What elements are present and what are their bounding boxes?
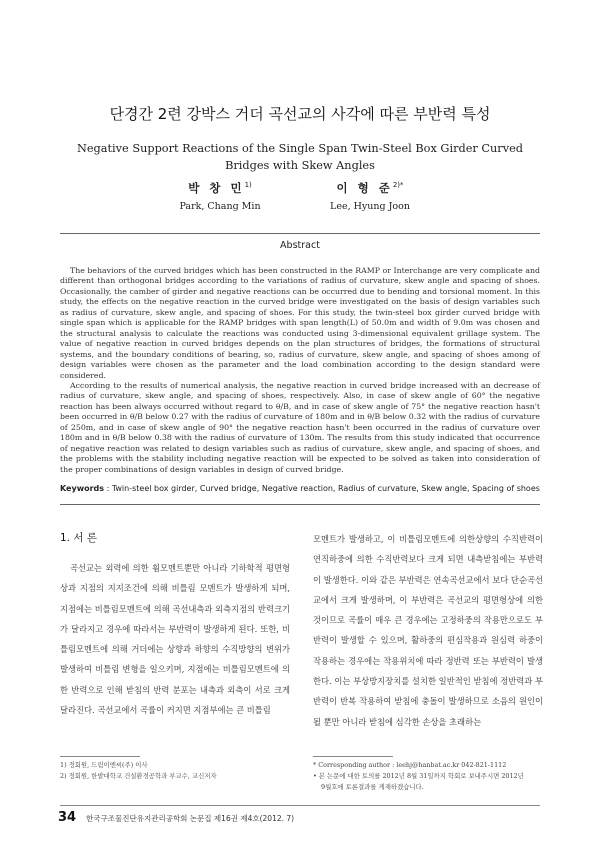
- abstract-heading: Abstract: [280, 240, 320, 251]
- abstract-paragraph-2: According to the results of numerical analysis, the negative reaction in curved bridge increased with an decrease of radius of curvature, skew angle, and spacing of shoes, respectively. Also, in case of skew angle of 60° the negative reaction has been always occurred without regard to θ/B, and in case of skew angle of 75° the negative reaction hasn't been occurred in θ/B below 0.27 with the radius of curvature of 180m and in θ/B below 0.32 with the radius of curvature of 250m, and in case of skew angle of 90° the negative reaction hasn't been occurred in the radius of curvature over 180m and in θ/B below 0.38 with the radius of curvature of 130m. The results from this study indicated that occurrence of negative reaction was related to design variables such as radius of curvature, skew angle, and spacing of shoes, and the problems with the stability including negative reaction will be expected to be solved as taken into consideration of the proper combinations of design variables in design of curved bridge.: [60, 380, 540, 474]
- body-column-right: [313, 529, 543, 732]
- section-heading-introduction: 1. 서 론: [60, 532, 97, 544]
- title-english: [60, 140, 540, 174]
- abstract-paragraph-1: The behaviors of the curved bridges which has been constructed in the RAMP or Interchange are very complicate and different than orthogonal bridges according to the variations of radius of curvature, skew angle and spacing of shoes. Occasionally, the camber of girder and negative reactions can be occurred due to bending and torsional moment. In this study, the effects on the negative reaction in the curved bridge were investigated on the basis of design variables such as radius of curvature, skew angle, and spacing of shoes. For this study, the twin-steel box girder curved bridge with single span which is applicable for the RAMP bridges with span length(L) of 50.0m and width of 9.0m was chosen and the structural analysis to calculate the reactions was conducted using 3-dimensional equivalent grillage system. The value of negative reaction in curved bridges depends on the plan structures of bridges, the formations of structural systems, and the boundary conditions of bearing, so, radius of curvature, skew angle, and spacing of shoes among of design variables were chosen as the parameter and the load combination according to the design standard were considered.: [60, 266, 540, 380]
- footer-rule: [60, 805, 540, 806]
- keywords-label: Keywords: [60, 484, 105, 493]
- footnote-author-2: 2) 정회원, 한밭대학교 건설환경공학과 부교수, 교신저자: [60, 772, 217, 780]
- author-1: [160, 180, 280, 212]
- author-1-affiliation-mark: 1): [244, 181, 252, 190]
- body-paragraph-right: 모멘트가 발생하고, 이 비틀림모멘트에 의한상향의 수직반력이 연직하중에 의한 수직반력보다 크게 되면 내측받침에는 부반력이 발생한다. 이와 같은 부반력은 연속곡선교에서 보다 단순곡선교에서 크게 발생하며, 이 부반력은 곡선교의 평면형상에 의한 것이므로 곡률이 매우 큰 경우에는 고정하중의 작용만으로도 부반력이 발생할 수 있으며, 활하중의 편심작용과 원심력 하중이 작용하는 경우에는 작용위치에 따라 정반력 또는 부반력이 발생한다. 이는 부상방지장치를 설치한 일반적인 받침에 정반력과 부반력이 반복 작용하여 받침에 충돌이 발생하므로 소음의 원인이 될 뿐만 아니라 받침에 심각한 손상을 초래하는: [313, 534, 543, 727]
- journal-citation: 한국구조물진단유지관리공학회 논문집 제16권 제4호(2012. 7): [86, 814, 295, 823]
- author-2: [310, 180, 430, 212]
- footnote-rule-left: [60, 756, 140, 757]
- keywords-text: : Twin-steel box girder, Curved bridge, Negative reaction, Radius of curvature, Skew angle, Spacing of shoes: [104, 484, 540, 493]
- title-korean: 단경간 2련 강박스 거더 곡선교의 사각에 따른 부반력 특성: [109, 105, 491, 123]
- author-2-name-en: Lee, Hyung Joon: [330, 201, 410, 212]
- body-paragraph-left: 곡선교는 외력에 의한 휨모멘트뿐만 아니라 기하학적 평면형상과 지점의 지지조건에 의해 비틀림 모멘트가 발생하게 되며, 지점에는 비틀림모멘트에 의해 곡선내측과 외측지점의 반력크기가 달라지고 경우에 따라서는 부반력이 발생하게 된다. 또한, 비틀림모멘트에 의해 거더에는 상향과 하향의 수직방향의 변위가 발생하여 비틀림 변형을 일으키며, 지점에는 비틀림모멘트에 의한 반력으로 인해 받침의 반력 분포는 내측과 외측이 서로 크게 달라진다. 곡선교에서 곡률이 커지면 지점부에는 큰 비틀림: [60, 563, 290, 716]
- page-number: 34: [58, 810, 77, 825]
- footnotes-right: [313, 760, 543, 793]
- abstract-top-rule: [60, 233, 540, 234]
- author-1-name-ko: 박 창 민: [188, 181, 245, 195]
- author-2-name-ko: 이 형 준: [336, 181, 393, 195]
- author-1-name-en: Park, Chang Min: [179, 201, 261, 212]
- footnote-rule-right: [313, 756, 393, 757]
- footnote-discussion-1: • 본 논문에 대한 토의를 2012년 8월 31일까지 학회로 보내주시면 2012년: [313, 772, 524, 780]
- abstract-body: [60, 266, 540, 475]
- keywords-line: [60, 484, 540, 493]
- title-english-line-2: Bridges with Skew Angles: [225, 159, 375, 172]
- author-2-affiliation-mark: 2)*: [392, 181, 404, 190]
- footnotes-left: [60, 760, 290, 782]
- footnote-discussion-2: 9월호에 토론결과를 게재하겠습니다.: [321, 783, 424, 791]
- footnote-author-1: 1) 정회원, 드림이엔씨(주) 이사: [60, 761, 148, 769]
- title-english-line-1: Negative Support Reactions of the Single Span Twin-Steel Box Girder Curved: [76, 142, 523, 155]
- footnote-corresponding-author: * Corresponding author : leehj@hanbat.ac.kr 042-821-1112: [313, 761, 507, 769]
- keywords-bottom-rule: [60, 504, 540, 505]
- body-column-left: [60, 531, 290, 720]
